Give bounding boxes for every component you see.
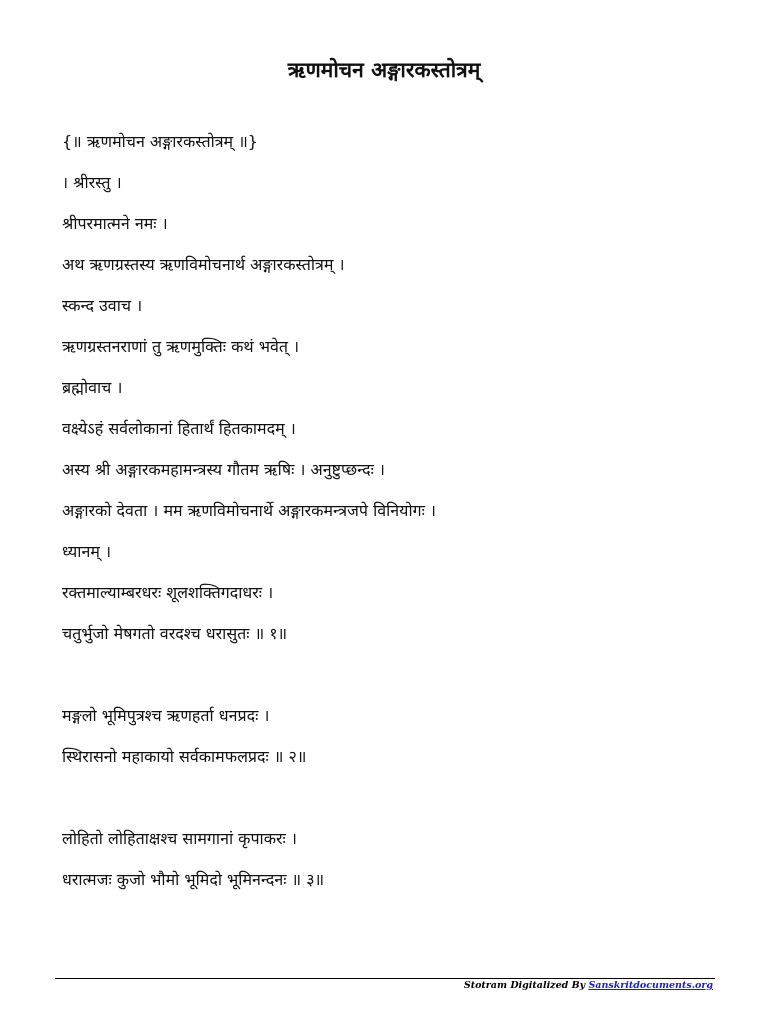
stanza-gap	[62, 784, 742, 825]
footer-credit-text: Stotram Digitalized By	[463, 980, 586, 991]
sanskritdocuments-link[interactable]: Sanskritdocuments.org	[588, 980, 713, 991]
verse-line: अङ्गारको देवता । मम ऋणविमोचनार्थे अङ्गारकमन्त्रजपे विनियोगः ।	[62, 501, 436, 520]
stotram-body	[62, 128, 742, 907]
verse-line: धरात्मजः कुजो भौमो भूमिदो भूमिनन्दनः ॥ ३॥	[62, 870, 325, 889]
verse-line: रक्तमाल्याम्बरधरः शूलशक्तिगदाधरः ।	[62, 583, 274, 602]
verse-line: ध्यानम् ।	[62, 542, 112, 561]
footer	[464, 980, 713, 991]
verse-line: अथ ऋणग्रस्तस्य ऋणविमोचनार्थ अङ्गारकस्तोत्रम् ।	[62, 255, 345, 274]
footer-divider	[55, 978, 715, 979]
verse-line: स्थिरासनो महाकायो सर्वकामफलप्रदः ॥ २॥	[62, 747, 307, 766]
verse-line: {॥ ऋणमोचन अङ्गारकस्तोत्रम् ॥}	[62, 132, 258, 151]
verse-line: ब्रह्मोवाच ।	[62, 378, 123, 397]
verse-line: वक्ष्येऽहं सर्वलोकानां हितार्थं हितकामदम् ।	[62, 419, 296, 438]
verse-line: चतुर्भुजो मेषगतो वरदश्च धरासुतः ॥ १॥	[62, 624, 288, 643]
stanza-gap	[62, 661, 742, 702]
verse-line: ऋणग्रस्तनराणां तु ऋणमुक्तिः कथं भवेत् ।	[62, 337, 300, 356]
verse-line: श्रीपरमात्मने नमः ।	[62, 214, 168, 233]
verse-line: । श्रीरस्तु ।	[62, 173, 122, 192]
document-title: ऋणमोचन अङ्गारकस्तोत्रम्	[287, 58, 481, 82]
verse-line: मङ्गलो भूमिपुत्रश्च ऋणहर्ता धनप्रदः ।	[62, 706, 270, 725]
verse-line: स्कन्द उवाच ।	[62, 296, 143, 315]
verse-line: लोहितो लोहिताक्षश्च सामगानां कृपाकरः ।	[62, 829, 297, 848]
verse-line: अस्य श्री अङ्गारकमहामन्त्रस्य गौतम ऋषिः । अनुष्टुप्छन्दः ।	[62, 460, 385, 479]
